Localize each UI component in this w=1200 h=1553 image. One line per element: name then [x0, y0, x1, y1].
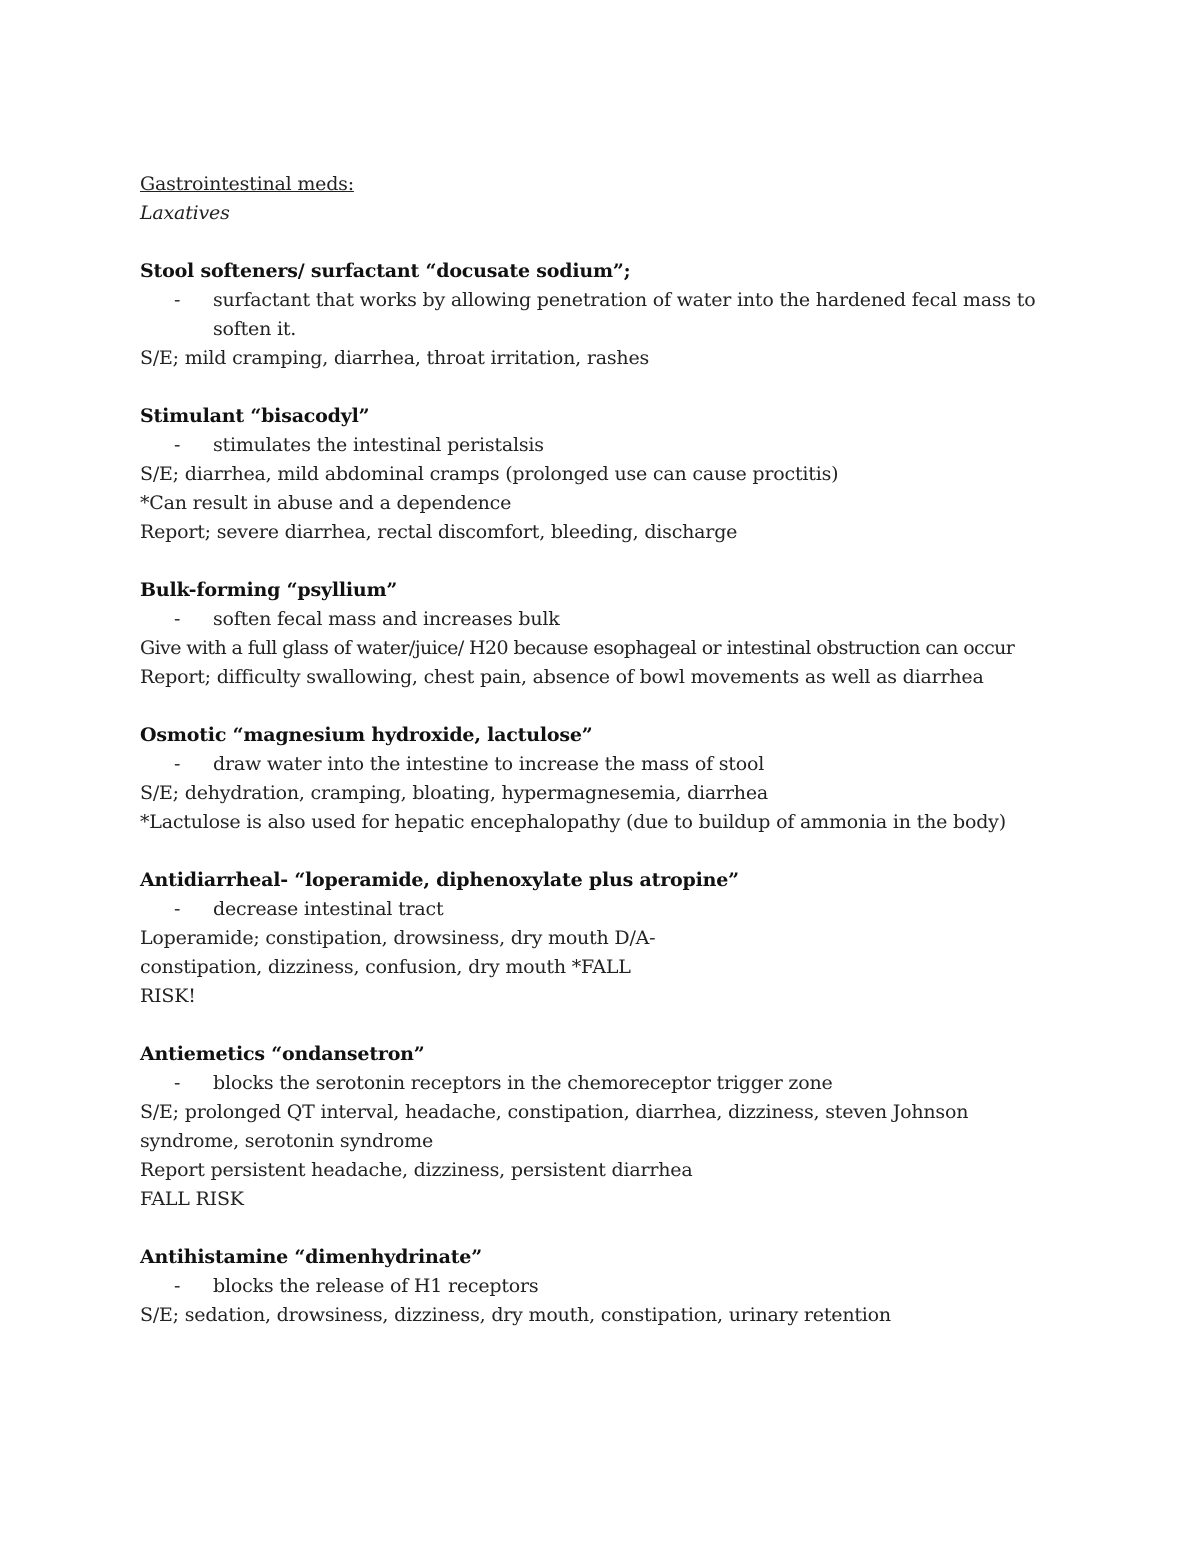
- section-stimulant: [140, 402, 1080, 547]
- spacer: [140, 837, 1080, 866]
- section-line: Report; difficulty swallowing, chest pain, absence of bowl movements as well as diarrhea: [140, 666, 984, 688]
- bullet-dash: -: [174, 608, 181, 630]
- section-line: S/E; prolonged QT interval, headache, constipation, diarrhea, dizziness, steven Johnson: [140, 1101, 969, 1123]
- section-line: S/E; mild cramping, diarrhea, throat irritation, rashes: [140, 347, 650, 369]
- bullet-text: surfactant that works by allowing penetration of water into the hardened fecal mass to soften it.: [213, 289, 1036, 340]
- section-heading: Antihistamine “dimenhydrinate”: [140, 1246, 482, 1268]
- section-line: Loperamide; constipation, drowsiness, dry mouth D/A-: [140, 927, 656, 949]
- bullet-dash: -: [174, 289, 181, 311]
- section-antiemetics: [140, 1040, 1080, 1214]
- spacer: [140, 373, 1080, 402]
- document-title: Gastrointestinal meds:: [140, 173, 354, 195]
- section-bulk-forming: [140, 576, 1080, 692]
- section-line: Give with a full glass of water/juice/ H20 because esophageal or intestinal obstruction can occur: [140, 637, 1015, 659]
- bullet-item: [140, 605, 1080, 634]
- bullet-item: [140, 1069, 1080, 1098]
- section-heading: Osmotic “magnesium hydroxide, lactulose”: [140, 724, 593, 746]
- spacer: [140, 1011, 1080, 1040]
- section-antihistamine: [140, 1243, 1080, 1330]
- section-heading: Antiemetics “ondansetron”: [140, 1043, 425, 1065]
- section-line: Report; severe diarrhea, rectal discomfort, bleeding, discharge: [140, 521, 738, 543]
- spacer: [140, 692, 1080, 721]
- section-line: S/E; diarrhea, mild abdominal cramps (prolonged use can cause proctitis): [140, 463, 839, 485]
- bullet-item: [140, 1272, 1080, 1301]
- bullet-item: [140, 431, 1080, 460]
- bullet-dash: -: [174, 753, 181, 775]
- section-line: *Can result in abuse and a dependence: [140, 492, 512, 514]
- bullet-text: blocks the release of H1 receptors: [213, 1275, 539, 1297]
- section-line: *Lactulose is also used for hepatic encephalopathy (due to buildup of ammonia in the body): [140, 811, 1006, 833]
- section-heading: Antidiarrheal- “loperamide, diphenoxylate plus atropine”: [140, 869, 739, 891]
- bullet-dash: -: [174, 1072, 181, 1094]
- bullet-text: soften fecal mass and increases bulk: [213, 608, 560, 630]
- section-heading: Stimulant “bisacodyl”: [140, 405, 370, 427]
- section-line: syndrome, serotonin syndrome: [140, 1130, 433, 1152]
- bullet-text: decrease intestinal tract: [213, 898, 444, 920]
- bullet-dash: -: [174, 1275, 181, 1297]
- document-subtitle: Laxatives: [140, 202, 230, 224]
- bullet-dash: -: [174, 434, 181, 456]
- bullet-text: draw water into the intestine to increase the mass of stool: [213, 753, 765, 775]
- bullet-item: [140, 895, 1080, 924]
- section-line: S/E; dehydration, cramping, bloating, hypermagnesemia, diarrhea: [140, 782, 769, 804]
- spacer: [140, 547, 1080, 576]
- section-line: FALL RISK: [140, 1188, 244, 1210]
- section-line: RISK!: [140, 985, 196, 1007]
- spacer: [140, 1214, 1080, 1243]
- section-line: S/E; sedation, drowsiness, dizziness, dry mouth, constipation, urinary retention: [140, 1304, 891, 1326]
- section-antidiarrheal: [140, 866, 1080, 1011]
- bullet-item: [140, 286, 1093, 344]
- spacer: [140, 228, 1080, 257]
- section-line: constipation, dizziness, confusion, dry mouth *FALL: [140, 956, 631, 978]
- section-stool-softeners: [140, 257, 1080, 373]
- section-heading: Bulk-forming “psyllium”: [140, 579, 398, 601]
- bullet-text: blocks the serotonin receptors in the chemoreceptor trigger zone: [213, 1072, 833, 1094]
- document-body: [140, 170, 1080, 1330]
- section-heading: Stool softeners/ surfactant “docusate sodium”;: [140, 260, 631, 282]
- section-line: Report persistent headache, dizziness, persistent diarrhea: [140, 1159, 693, 1181]
- bullet-text: stimulates the intestinal peristalsis: [213, 434, 544, 456]
- bullet-dash: -: [174, 898, 181, 920]
- bullet-item: [140, 750, 1080, 779]
- section-osmotic: [140, 721, 1080, 837]
